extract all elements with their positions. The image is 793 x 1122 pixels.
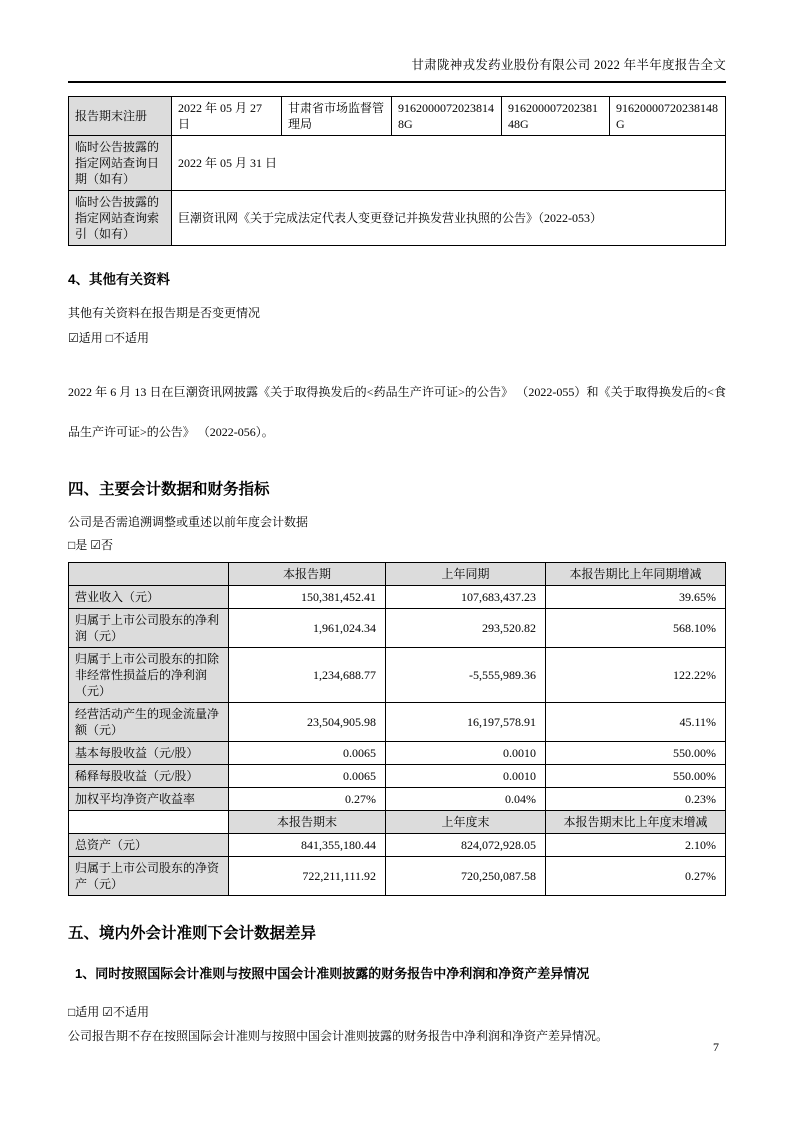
section-4-checkboxes: ☑适用 □不适用 — [68, 331, 150, 345]
financial-indicators-table — [68, 562, 726, 896]
value-cell: 45.11% — [546, 703, 726, 742]
value-cell: 0.27% — [546, 857, 726, 896]
value-cell: 150,381,452.41 — [229, 586, 386, 609]
table-header-row — [69, 563, 726, 586]
value-cell: 0.0065 — [229, 742, 386, 765]
blank-cell — [69, 811, 229, 834]
value-cell: 0.0010 — [386, 765, 546, 788]
info-label-cell: 临时公告披露的指定网站查询索引（如有） — [69, 191, 172, 246]
info-value-cell: 甘肃省市场监督管理局 — [282, 97, 392, 136]
value-cell: 2.10% — [546, 834, 726, 857]
table-row — [69, 97, 726, 136]
info-label-cell: 报告期末注册 — [69, 97, 172, 136]
value-cell: 23,504,905.98 — [229, 703, 386, 742]
value-cell: -5,555,989.36 — [386, 648, 546, 703]
table-row — [69, 742, 726, 765]
section-4-paragraph: 2022 年 6 月 13 日在巨潮资讯网披露《关于取得换发后的<药品生产许可证>的公告》 （2022-055）和《关于取得换发后的<食品生产许可证>的公告》 （2022-056）。 — [68, 385, 726, 439]
section-5-heading: 五、境内外会计准则下会计数据差异 — [68, 925, 317, 942]
table-row — [69, 703, 726, 742]
header-cell: 本报告期末比上年度末增减 — [546, 811, 726, 834]
table-row — [69, 857, 726, 896]
value-cell: 550.00% — [546, 742, 726, 765]
value-cell: 0.27% — [229, 788, 386, 811]
value-cell: 0.0065 — [229, 765, 386, 788]
registration-info-table — [68, 96, 726, 246]
section-4-question: 其他有关资料在报告期是否变更情况 — [68, 306, 261, 320]
value-cell: 1,234,688.77 — [229, 648, 386, 703]
row-label-cell: 归属于上市公司股东的扣除非经常性损益后的净利润（元） — [69, 648, 229, 703]
section-5-paragraph: 公司报告期不存在按照国际会计准则与按照中国会计准则披露的财务报告中净利润和净资产差异情况。 — [68, 1029, 609, 1043]
value-cell: 122.22% — [546, 648, 726, 703]
table-row — [69, 191, 726, 246]
table-subheader-row — [69, 811, 726, 834]
table-row — [69, 765, 726, 788]
header-cell: 上年度末 — [386, 811, 546, 834]
info-label-cell: 临时公告披露的指定网站查询日期（如有） — [69, 136, 172, 191]
row-label-cell: 经营活动产生的现金流量净额（元） — [69, 703, 229, 742]
accounting-checkboxes: □是 ☑否 — [68, 538, 114, 552]
info-value-cell: 91620000720238148G — [502, 97, 610, 136]
table-row — [69, 609, 726, 648]
value-cell: 107,683,437.23 — [386, 586, 546, 609]
value-cell: 0.04% — [386, 788, 546, 811]
row-label-cell: 基本每股收益（元/股） — [69, 742, 229, 765]
info-value-cell: 2022 年 05 月 27 日 — [172, 97, 282, 136]
value-cell: 568.10% — [546, 609, 726, 648]
row-label-cell: 总资产（元） — [69, 834, 229, 857]
row-label-cell: 归属于上市公司股东的净资产（元） — [69, 857, 229, 896]
header-cell: 上年同期 — [386, 563, 546, 586]
row-label-cell: 营业收入（元） — [69, 586, 229, 609]
row-label-cell: 稀释每股收益（元/股） — [69, 765, 229, 788]
header-rule — [68, 81, 726, 83]
value-cell: 841,355,180.44 — [229, 834, 386, 857]
accounting-question: 公司是否需追溯调整或重述以前年度会计数据 — [68, 515, 309, 529]
row-label-cell: 加权平均净资产收益率 — [69, 788, 229, 811]
section-5-sub-heading: 1、同时按照国际会计准则与按照中国会计准则披露的财务报告中净利润和净资产差异情况 — [75, 966, 590, 981]
value-cell: 550.00% — [546, 765, 726, 788]
report-header-title: 甘肃陇神戎发药业股份有限公司 2022 年半年度报告全文 — [411, 58, 726, 72]
header-cell: 本报告期末 — [229, 811, 386, 834]
value-cell: 824,072,928.05 — [386, 834, 546, 857]
table-row — [69, 586, 726, 609]
value-cell: 39.65% — [546, 586, 726, 609]
page-number: 7 — [713, 1040, 719, 1054]
info-value-cell: 91620000720238148G — [610, 97, 726, 136]
value-cell: 0.23% — [546, 788, 726, 811]
info-value-cell: 2022 年 05 月 31 日 — [172, 136, 726, 191]
table-row — [69, 788, 726, 811]
header-cell: 本报告期 — [229, 563, 386, 586]
info-value-cell: 91620000720238148G — [392, 97, 502, 136]
value-cell: 16,197,578.91 — [386, 703, 546, 742]
row-label-cell: 归属于上市公司股东的净利润（元） — [69, 609, 229, 648]
header-cell — [69, 563, 229, 586]
table-row — [69, 834, 726, 857]
section-4-heading: 4、其他有关资料 — [68, 272, 171, 287]
header-cell: 本报告期比上年同期增减 — [546, 563, 726, 586]
info-value-cell: 巨潮资讯网《关于完成法定代表人变更登记并换发营业执照的公告》（2022-053） — [172, 191, 726, 246]
value-cell: 0.0010 — [386, 742, 546, 765]
section-5-checkboxes: □适用 ☑不适用 — [68, 1005, 150, 1019]
table-row — [69, 136, 726, 191]
value-cell: 1,961,024.34 — [229, 609, 386, 648]
value-cell: 722,211,111.92 — [229, 857, 386, 896]
table-row — [69, 648, 726, 703]
value-cell: 720,250,087.58 — [386, 857, 546, 896]
section-main-accounting-heading: 四、主要会计数据和财务指标 — [68, 481, 270, 498]
value-cell: 293,520.82 — [386, 609, 546, 648]
page-content — [0, 57, 793, 1044]
